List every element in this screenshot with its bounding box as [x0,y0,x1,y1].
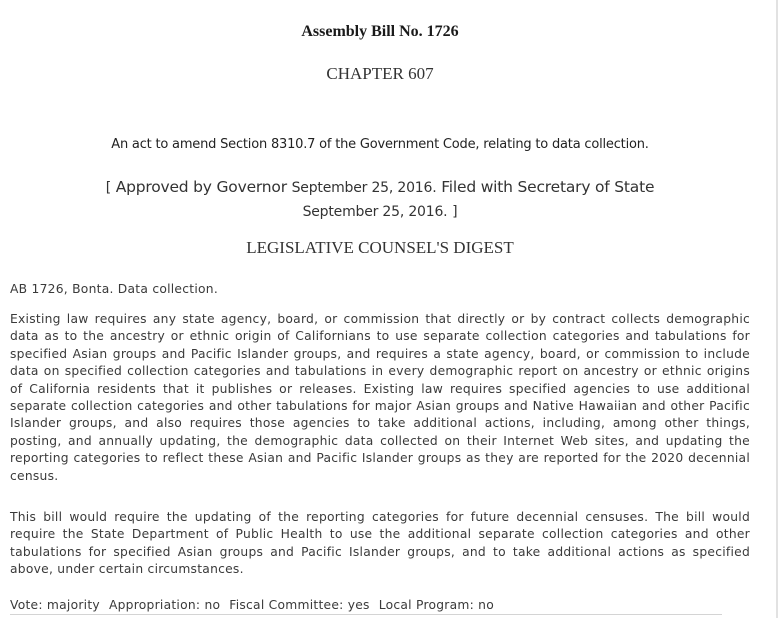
approved-label: Approved by Governor [115,178,287,196]
filed-date: September 25, 2016. [302,204,448,220]
page-edge-divider [776,0,778,618]
appropriation-value: Appropriation: no [108,598,221,612]
filed-label: Filed with Secretary of State [441,178,655,196]
approved-date: September 25, 2016. [291,180,437,196]
vote-value: Vote: majority [10,598,100,612]
act-description: An act to amend Section 8310.7 of the Government Code, relating to data collection. [111,137,649,152]
chapter-number: CHAPTER 607 [326,64,434,83]
approval-open-bracket: [ [105,180,111,196]
approval-close-bracket: ] [452,204,458,220]
footer-divider [10,614,722,615]
bill-title: Assembly Bill No. 1726 [301,23,459,40]
digest-paragraph-existing-law: Existing law requires any state agency, board, or commission that directly or by contract collects demographic data as to the ancestry or ethnic origin of Californians to use separate collection categories and tabulations for specified Asian groups and Pacific Islander groups, and requires a state agency, board, or commission to include data on specified collection categories and tabulations in every demographic report on ancestry or ethnic origins of California residents that it publishes or releases. Existing law requires specified agencies to use additional separate collection categories and other tabulations for major Asian groups and Native Hawaiian and other Pacific Islander groups, and also requires those agencies to take additional actions, including, among other things, posting, and annually updating, the demographic data collected on their Internet Web sites, and updating the reporting categories to reflect these Asian and Pacific Islander groups as they are reported for the 2020 decennial census. [10,312,750,483]
approval-info [0,176,760,224]
vote-info [10,598,503,612]
digest-paragraph-this-bill: This bill would require the updating of the reporting categories for future decennial censuses. The bill would require the State Department of Public Health to use the additional separate collection categories and other tabulations for specified Asian groups and Pacific Islander groups, and to take additional actions as specified above, under certain circumstances. [10,510,750,577]
local-program-value: Local Program: no [378,598,495,612]
digest-heading: LEGISLATIVE COUNSEL'S DIGEST [246,238,514,257]
digest-summary-line: AB 1726, Bonta. Data collection. [10,282,218,296]
fiscal-committee-value: Fiscal Committee: yes [229,598,370,612]
